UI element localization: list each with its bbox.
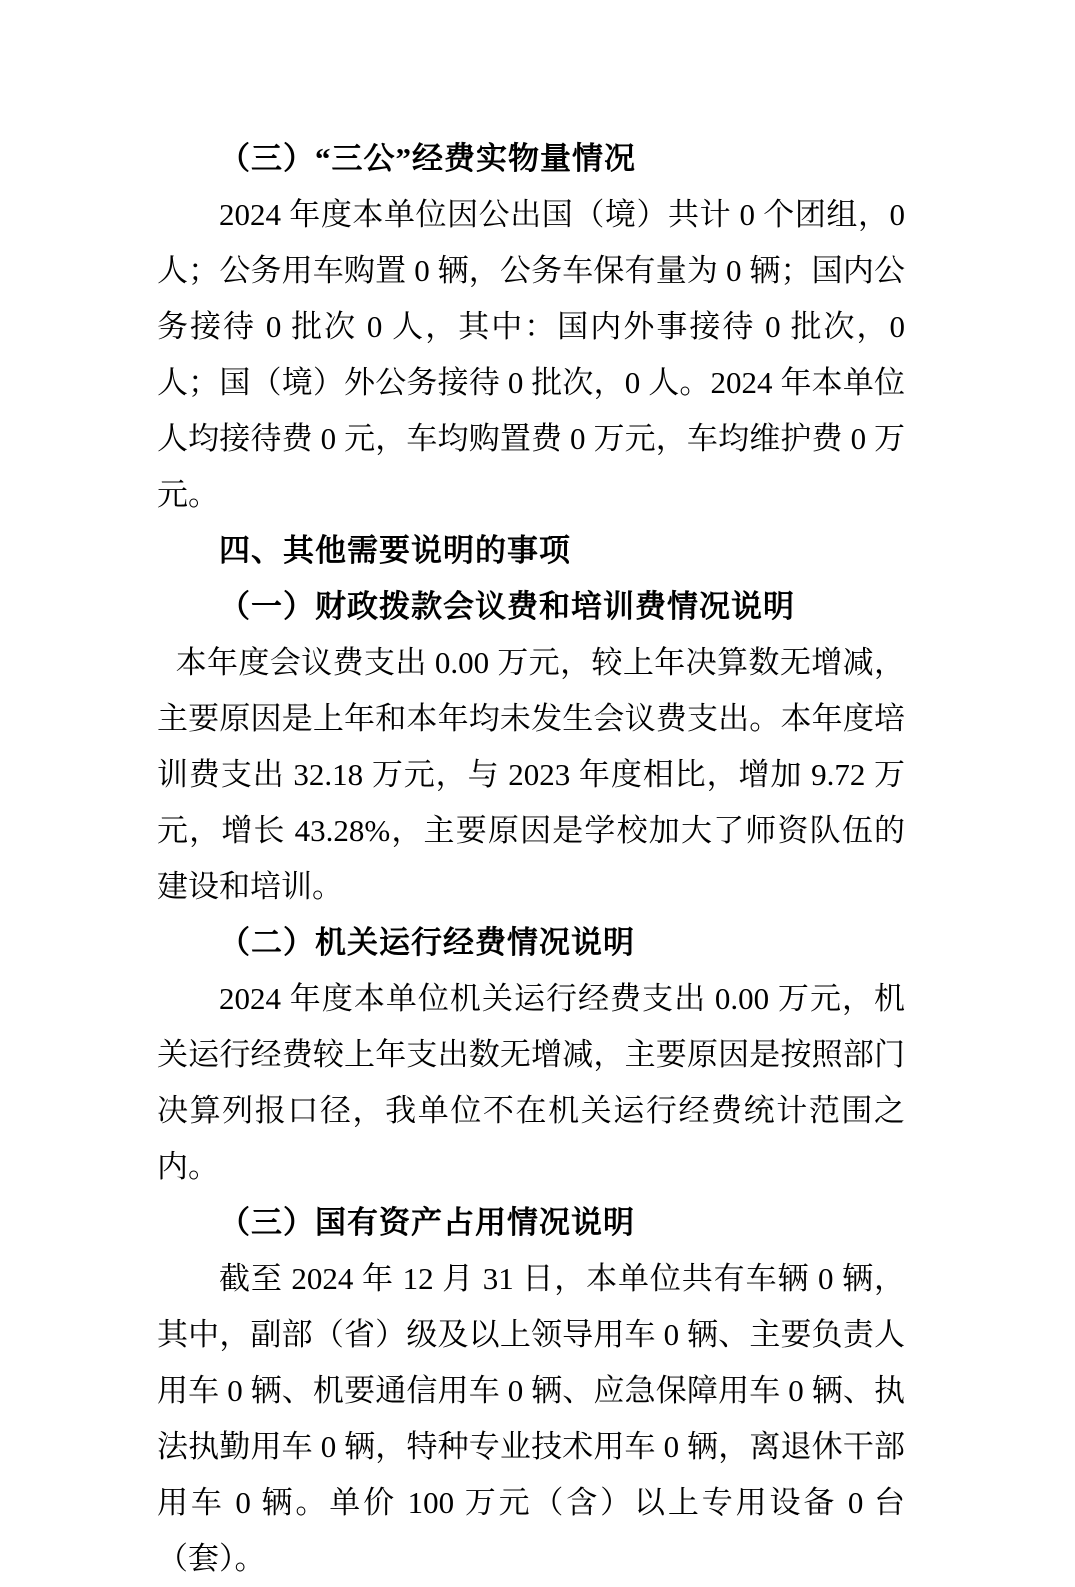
paragraph-meeting-training-fees: 本年度会议费支出 0.00 万元，较上年决算数无增减，主要原因是上年和本年均未发生会议费支出。本年度培训费支出 32.18 万元，与 2023 年度相比，增加 9.72 万元，增长 43.28%，主要原因是学校加大了师资队伍的建设和培训。 — [157, 645, 905, 904]
paragraph-state-assets-occupancy: 截至 2024 年 12 月 31 日，本单位共有车辆 0 辆，其中，副部（省）级及以上领导用车 0 辆、主要负责人用车 0 辆、机要通信用车 0 辆、应急保障用车 0 辆、执法执勤用车 0 辆，特种专业技术用车 0 辆，离退休干部用车 0 辆。单价 100 万元（含）以上专用设备 0 台（套）。 — [157, 1261, 905, 1576]
section-heading-agency-operating-costs: （二）机关运行经费情况说明 — [219, 925, 635, 960]
document-page — [157, 131, 905, 1587]
section-heading-meeting-training-fees: （一）财政拨款会议费和培训费情况说明 — [219, 589, 795, 624]
section-heading-state-assets-occupancy: （三）国有资产占用情况说明 — [219, 1205, 635, 1240]
section-heading-other-matters: 四、其他需要说明的事项 — [219, 533, 571, 568]
paragraph-sangong-physical-quantity: 2024 年度本单位因公出国（境）共计 0 个团组，0 人；公务用车购置 0 辆，公务车保有量为 0 辆；国内公务接待 0 批次 0 人，其中：国内外事接待 0 批次，0 人；国（境）外公务接待 0 批次，0 人。2024 年本单位人均接待费 0 元，车均购置费 0 万元，车均维护费 0 万元。 — [157, 197, 905, 512]
section-heading-sangong-physical-quantity: （三）“三公”经费实物量情况 — [219, 141, 636, 176]
paragraph-agency-operating-costs: 2024 年度本单位机关运行经费支出 0.00 万元，机关运行经费较上年支出数无增减，主要原因是按照部门决算列报口径，我单位不在机关运行经费统计范围之内。 — [157, 981, 905, 1184]
